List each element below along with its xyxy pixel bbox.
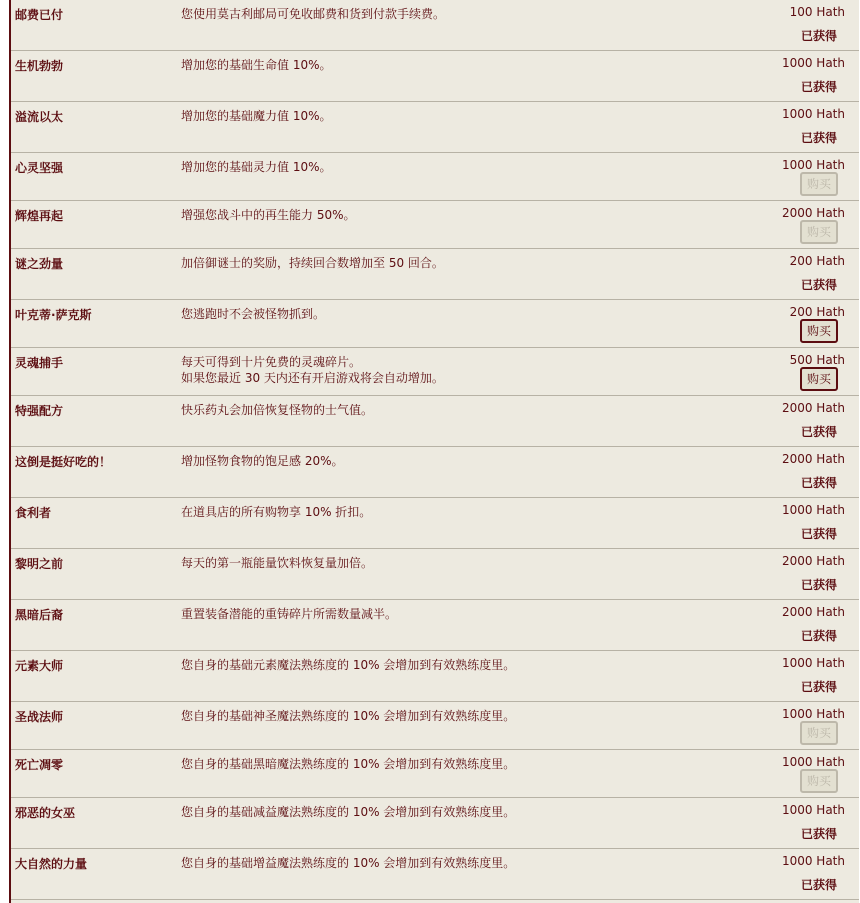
perk-price: 1000 Hath: [781, 158, 845, 172]
perk-price: 1000 Hath: [781, 503, 845, 517]
perk-name: 黎明之前: [15, 557, 64, 571]
perk-row: [11, 300, 859, 348]
owned-status-label: 已获得: [800, 278, 837, 292]
perk-row: [11, 447, 859, 498]
owned-status-label: 已获得: [800, 476, 837, 490]
hath-perk-list: [9, 0, 859, 903]
perk-description-line: 增加您的基础魔力值 10%。: [181, 109, 332, 123]
perk-row: [11, 396, 859, 447]
perk-description-line: 您自身的基础元素魔法熟练度的 10% 会增加到有效熟练度里。: [181, 658, 516, 672]
perk-description-line: 您自身的基础增益魔法熟练度的 10% 会增加到有效熟练度里。: [181, 856, 516, 870]
perk-description: [181, 555, 701, 571]
buy-button[interactable]: 购买: [800, 769, 838, 793]
perk-name: 黑暗后裔: [15, 608, 64, 622]
perk-description-line: 重置装备潜能的重铸碎片所需数量减半。: [181, 607, 398, 621]
owned-status-label: 已获得: [800, 425, 837, 439]
perk-description-line: 增加您的基础生命值 10%。: [181, 58, 332, 72]
owned-status-label: 已获得: [800, 131, 837, 145]
perk-name: 特强配方: [15, 404, 64, 418]
perk-name: 死亡凋零: [15, 758, 64, 772]
owned-status-label: 已获得: [800, 527, 837, 541]
perk-description-line: 您逃跑时不会被怪物抓到。: [181, 307, 326, 321]
perk-description-line: 您使用莫古利邮局可免收邮费和货到付款手续费。: [181, 7, 446, 21]
perk-description-line: 快乐药丸会加倍恢复怪物的士气值。: [181, 403, 374, 417]
buy-button[interactable]: 购买: [800, 367, 838, 391]
owned-status-label: 已获得: [800, 680, 837, 694]
perk-description-line: 每天可得到十片免费的灵魂碎片。: [181, 355, 362, 369]
perk-description-line: 您自身的基础神圣魔法熟练度的 10% 会增加到有效熟练度里。: [181, 709, 516, 723]
buy-button[interactable]: 购买: [800, 319, 838, 343]
perk-name: 邪恶的女巫: [15, 806, 76, 820]
perk-price: 2000 Hath: [781, 206, 845, 220]
perk-description-line: 增加怪物食物的饱足感 20%。: [181, 454, 344, 468]
perk-description: [181, 306, 701, 322]
perk-name: 辉煌再起: [15, 209, 64, 223]
perk-price: 1000 Hath: [781, 803, 845, 817]
perk-price: 1000 Hath: [781, 707, 845, 721]
perk-row: [11, 750, 859, 798]
perk-row: [11, 153, 859, 201]
perk-row: [11, 600, 859, 651]
perk-name: 食利者: [15, 506, 52, 520]
perk-description: [181, 756, 701, 772]
perk-description: [181, 504, 701, 520]
perk-row: [11, 651, 859, 702]
perk-price: 1000 Hath: [781, 107, 845, 121]
perk-description: [181, 453, 701, 469]
perk-row: [11, 348, 859, 396]
perk-name: 溢流以太: [15, 110, 64, 124]
owned-status-label: 已获得: [800, 578, 837, 592]
perk-price: 2000 Hath: [781, 401, 845, 415]
perk-description: [181, 108, 701, 124]
perk-description-line: 每天的第一瓶能量饮料恢复量加倍。: [181, 556, 374, 570]
buy-button[interactable]: 购买: [800, 172, 838, 196]
perk-description-line: 您自身的基础减益魔法熟练度的 10% 会增加到有效熟练度里。: [181, 805, 516, 819]
perk-description: [181, 804, 701, 820]
perk-name: 生机勃勃: [15, 59, 64, 73]
perk-row: [11, 102, 859, 153]
perk-price: 1000 Hath: [781, 656, 845, 670]
perk-description: [181, 855, 701, 871]
perk-description: [181, 6, 701, 22]
owned-status-label: 已获得: [800, 29, 837, 43]
perk-description: [181, 255, 701, 271]
buy-button[interactable]: 购买: [800, 220, 838, 244]
perk-row: [11, 201, 859, 249]
perk-description-line: 您自身的基础黑暗魔法熟练度的 10% 会增加到有效熟练度里。: [181, 757, 516, 771]
perk-description: [181, 207, 701, 223]
perk-row: [11, 549, 859, 600]
perk-description-line: 增强您战斗中的再生能力 50%。: [181, 208, 356, 222]
perk-row: [11, 702, 859, 750]
perk-name: 这倒是挺好吃的！: [15, 455, 112, 469]
perk-description-line: 如果您最近 30 天内还有开启游戏将会自动增加。: [181, 371, 444, 385]
perk-description-line: 在道具店的所有购物享 10% 折扣。: [181, 505, 372, 519]
perk-name: 谜之劲量: [15, 257, 64, 271]
perk-price: 500 Hath: [789, 353, 845, 367]
owned-status-label: 已获得: [800, 827, 837, 841]
perk-description: [181, 708, 701, 724]
perk-price: 2000 Hath: [781, 452, 845, 466]
perk-price: 200 Hath: [789, 305, 845, 319]
perk-price: 1000 Hath: [781, 755, 845, 769]
perk-row: [11, 798, 859, 849]
perk-description: [181, 57, 701, 73]
perk-name: 大自然的力量: [15, 857, 88, 871]
perk-name: 圣战法师: [15, 710, 64, 724]
perk-row: [11, 249, 859, 300]
owned-status-label: 已获得: [800, 878, 837, 892]
perk-description-line: 增加您的基础灵力值 10%。: [181, 160, 332, 174]
perk-description: [181, 354, 701, 386]
perk-price: 2000 Hath: [781, 554, 845, 568]
perk-description: [181, 159, 701, 175]
perk-description: [181, 657, 701, 673]
perk-price: 2000 Hath: [781, 605, 845, 619]
perk-price: 100 Hath: [789, 5, 845, 19]
perk-name: 灵魂捕手: [15, 356, 64, 370]
perk-name: 邮费已付: [15, 8, 64, 22]
perk-name: 心灵坚强: [15, 161, 64, 175]
perk-price: 1000 Hath: [781, 56, 845, 70]
perk-description: [181, 402, 701, 418]
buy-button[interactable]: 购买: [800, 721, 838, 745]
perk-description: [181, 606, 701, 622]
perk-row: [11, 51, 859, 102]
owned-status-label: 已获得: [800, 629, 837, 643]
perk-price: 200 Hath: [789, 254, 845, 268]
perk-row: [11, 0, 859, 51]
perk-description-line: 加倍御谜士的奖励，持续回合数增加至 50 回合。: [181, 256, 444, 270]
perk-row: [11, 498, 859, 549]
owned-status-label: 已获得: [800, 80, 837, 94]
perk-price: 1000 Hath: [781, 854, 845, 868]
perk-name: 元素大师: [15, 659, 64, 673]
perk-row: [11, 849, 859, 900]
perk-name: 叶克蒂·萨克斯: [15, 308, 92, 322]
